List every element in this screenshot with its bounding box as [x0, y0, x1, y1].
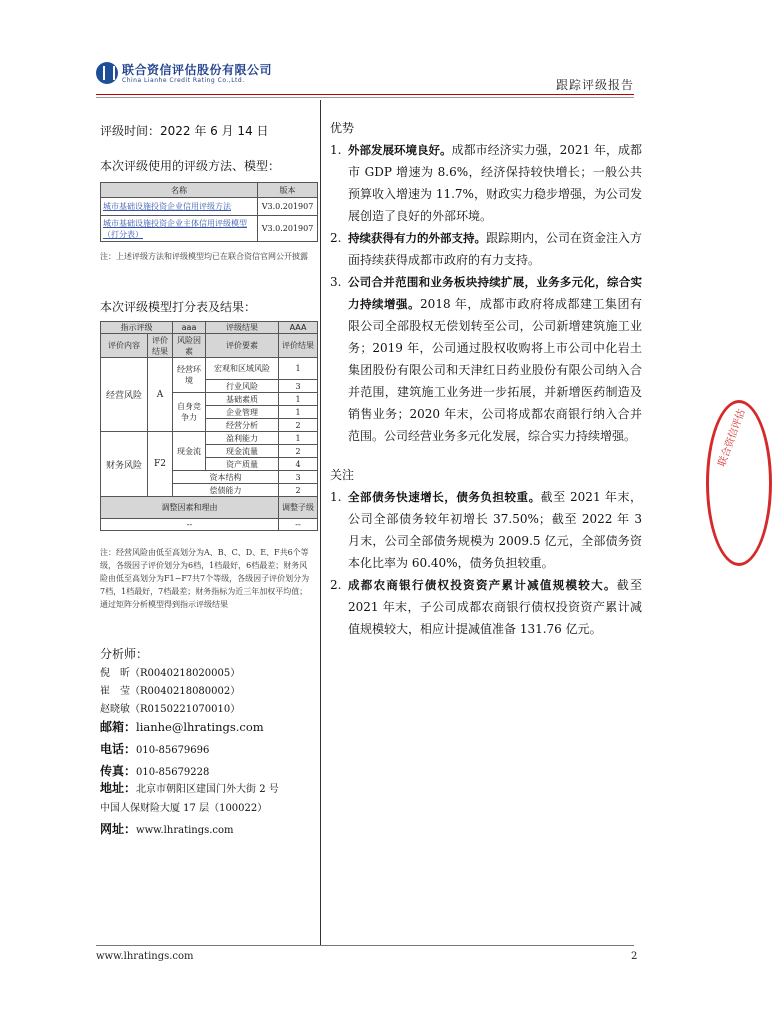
score-cell: 1 [279, 358, 318, 380]
address-line2: 中国人保财险大厦 17 层（100022） [100, 803, 268, 814]
list-number: 1. [330, 143, 342, 157]
list-item [330, 227, 642, 271]
list-item [330, 139, 642, 227]
fax-label: 传真： [100, 764, 137, 778]
score-cell: 2 [279, 419, 318, 432]
strength-text: 2018 年，成都市政府将成都建工集团有限公司全部股权无偿划转至公司，公司新增建筑施工业务；2019 年，公司通过股权收购将上市公司中化岩土集团股份有限公司和天津红日药业股份有限公司纳入合并范围，建筑施工业务进一步拓展，并新增医药制造及销售业务；2020 年末，公司将成都农商银行纳入合并范围。公司经营业务多元化发展，综合实力持续增强。 [348, 297, 643, 443]
score-cell: 评级结果 [206, 322, 279, 334]
score-cell: 经营风险 [101, 358, 148, 432]
logo-en-text: China Lianhe Credit Rating Co.,Ltd. [122, 77, 245, 84]
score-cell: 4 [279, 458, 318, 471]
concerns-title: 关注 [330, 468, 355, 482]
list-number: 2. [330, 578, 342, 592]
analyst-label: 分析师： [100, 647, 149, 661]
score-cell: 宏观和区域风险 [206, 358, 279, 380]
analyst-item: 崔 莹（R0040218080002） [100, 686, 241, 697]
score-cell: A [148, 358, 173, 432]
list-item [330, 271, 642, 447]
stamp-text: 联合资信评估 [716, 407, 748, 469]
footer-divider [96, 945, 634, 946]
footer-website: www.lhratings.com [96, 951, 194, 962]
score-cell: 自身竞争力 [173, 393, 206, 432]
website-value[interactable]: www.lhratings.com [136, 825, 234, 836]
method-row-name[interactable]: 城市基础设施投资企业主体信用评级模型（打分表） [101, 216, 258, 242]
score-cell: 1 [279, 432, 318, 445]
concern-text: 截至 2021 年末，子公司成都农商银行债权投资资产累计减值规模较大，相应计提减值准备 131.76 亿元。 [348, 578, 642, 636]
report-type: 跟踪评级报告 [555, 78, 634, 92]
email-row [100, 718, 264, 736]
score-cell: aaa [173, 322, 206, 334]
score-cell: 基础素质 [206, 393, 279, 406]
phone-row [100, 740, 209, 760]
strengths-title: 优势 [330, 121, 355, 135]
company-seal-stamp [706, 400, 772, 566]
strengths-list [330, 139, 642, 447]
score-cell: 企业管理 [206, 406, 279, 419]
score-cell: 指示评级 [101, 322, 173, 334]
score-cell: 偿债能力 [173, 484, 279, 497]
page-number: 2 [631, 951, 638, 962]
method-row-name[interactable]: 城市基础设施投资企业信用评级方法 [101, 198, 258, 216]
method-col-version: 版本 [258, 183, 318, 198]
website-row [100, 820, 234, 840]
score-cell: 3 [279, 380, 318, 393]
score-cell: 行业风险 [206, 380, 279, 393]
score-note: 注：经营风险由低至高划分为A、B、C、D、E、F共6个等级，各级因子评价划分为6档，1档最好，6档最差；财务风险由低至高划分为F1−F7共7个等级，各级因子评价划分为7档，1档最好，7档最差；财务指标为近三年加权平均值；通过矩阵分析模型得到指示评级结果 [100, 548, 310, 609]
score-cell: 调整因素和理由 [101, 497, 279, 519]
score-title: 本次评级模型打分表及结果： [100, 300, 257, 314]
score-cell: AAA [279, 322, 318, 334]
score-cell: 资产质量 [206, 458, 279, 471]
phone-value: 010-85679696 [136, 745, 210, 756]
score-cell: 盈利能力 [206, 432, 279, 445]
score-cell: 2 [279, 484, 318, 497]
score-cell: 3 [279, 471, 318, 484]
method-title: 本次评级使用的评级方法、模型： [100, 159, 281, 173]
score-cell: 2 [279, 445, 318, 458]
fax-value: 010-85679228 [136, 767, 210, 778]
concern-heading: 成都农商银行债权投资资产累计减值规模较大。 [348, 578, 617, 592]
score-cell: 经营分析 [206, 419, 279, 432]
method-table [100, 182, 318, 242]
address-line1: 北京市朝阳区建国门外大街 2 号 [136, 784, 279, 795]
score-cell: 评价结果 [148, 334, 173, 358]
list-number: 3. [330, 275, 342, 289]
strength-text: 成都市经济实力强，2021 年，成都市 GDP 增速为 8.6%，经济保持较快增长；一般公共预算收入增速为 11.7%，财政实力稳步增强，为公司发展创造了良好的外部环境。 [348, 143, 643, 223]
company-logo-icon [96, 62, 118, 84]
score-cell: 现金流 [173, 432, 206, 471]
score-table [100, 321, 318, 531]
score-cell: 评价要素 [206, 334, 279, 358]
strength-heading: 公司合并范围和业务板块持续扩展，业务多元化，综合实力持续增强。 [348, 275, 642, 311]
score-cell: 资本结构 [173, 471, 279, 484]
method-row-version: V3.0.201907 [258, 198, 318, 216]
address-row [100, 779, 279, 799]
header-divider [96, 94, 634, 95]
score-cell: 经营环境 [173, 358, 206, 393]
website-label: 网址： [100, 822, 137, 836]
score-cell: 1 [279, 393, 318, 406]
score-cell: 财务风险 [101, 432, 148, 497]
score-cell: 评价内容 [101, 334, 148, 358]
score-cell: 现金流量 [206, 445, 279, 458]
analyst-item: 赵晓敏（R0150221070010） [100, 704, 241, 715]
phone-label: 电话： [100, 742, 137, 756]
strengths-section [330, 117, 642, 447]
strength-heading: 外部发展环境良好。 [348, 143, 452, 157]
email-label: 邮箱： [100, 720, 137, 734]
concern-heading: 全部债务快速增长，债务负担较重。 [348, 490, 541, 504]
concerns-section [330, 464, 642, 640]
rating-time: 评级时间：2022 年 6 月 14 日 [100, 124, 269, 138]
strength-heading: 持续获得有力的外部支持。 [348, 231, 486, 245]
analyst-item: 倪 昕（R0040218020005） [100, 668, 241, 679]
list-number: 1. [330, 490, 342, 504]
score-cell: 1 [279, 406, 318, 419]
score-cell: 调整子级 [279, 497, 318, 519]
strength-text: 跟踪期内，公司在资金注入方面持续获得成都市政府的有力支持。 [348, 231, 643, 267]
header-divider-thin [96, 97, 634, 98]
score-cell: 评价结果 [279, 334, 318, 358]
address-label: 地址： [100, 781, 137, 795]
concerns-list [330, 486, 642, 640]
method-note: 注：上述评级方法和评级模型均已在联合资信官网公开披露 [100, 252, 308, 261]
score-cell: -- [101, 519, 279, 531]
list-item [330, 574, 642, 640]
method-col-name: 名称 [101, 183, 258, 198]
column-divider [320, 100, 321, 945]
logo-cn-text: 联合资信评估股份有限公司 [122, 63, 273, 77]
score-cell: 风险因素 [173, 334, 206, 358]
list-number: 2. [330, 231, 342, 245]
email-value[interactable]: lianhe@lhratings.com [136, 720, 264, 734]
list-item [330, 486, 642, 574]
score-cell: F2 [148, 432, 173, 497]
score-cell: -- [279, 519, 318, 531]
method-row-version: V3.0.201907 [258, 216, 318, 242]
concern-text: 截至 2021 年末，公司全部债务较年初增长 37.50%；截至 2022 年 3 月末，公司全部债务规模为 2009.5 亿元，全部债务资本化比率为 60.40%，债务负担较重。 [348, 490, 643, 570]
